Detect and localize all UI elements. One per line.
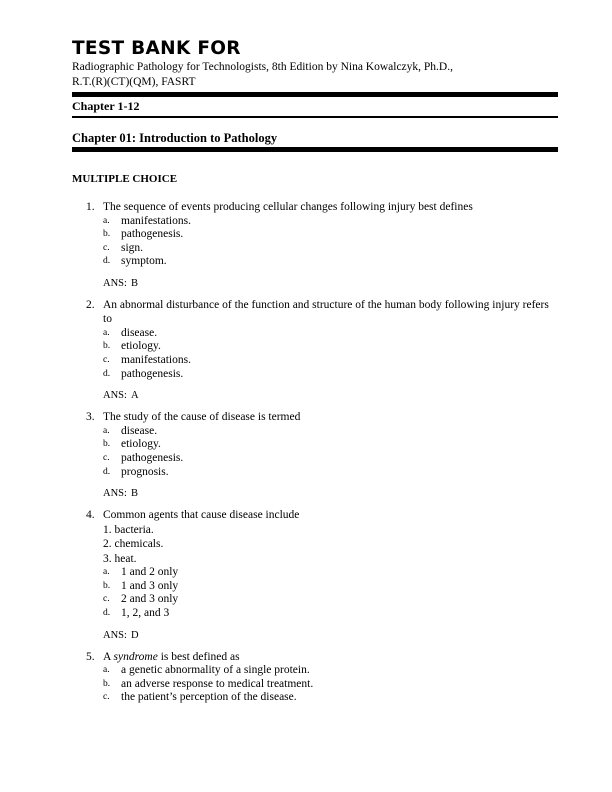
option-b: [103, 678, 558, 692]
divider-heavy: [72, 147, 558, 152]
option-text: symptom.: [121, 255, 167, 268]
option-d: [103, 466, 558, 480]
option-list: [103, 664, 558, 705]
option-b: [103, 228, 558, 242]
option-letter: d.: [103, 466, 111, 477]
question-5: [72, 650, 558, 705]
answer-line: [103, 629, 558, 642]
option-d: [103, 368, 558, 382]
option-list: [103, 327, 558, 381]
option-letter: b.: [103, 678, 111, 689]
option-a: [103, 425, 558, 439]
question-number: 3.: [86, 411, 95, 424]
document-page: [72, 38, 558, 713]
book-title-line-2: R.T.(R)(CT)(QM), FASRT: [72, 76, 196, 88]
question-2: [72, 298, 558, 402]
option-letter: b.: [103, 580, 111, 591]
option-letter: a.: [103, 215, 110, 226]
option-text: etiology.: [121, 340, 161, 353]
option-letter: a.: [103, 327, 110, 338]
question-list: [72, 200, 558, 705]
option-a: [103, 566, 558, 580]
option-text: 1 and 3 only: [121, 579, 179, 592]
option-text: manifestations.: [121, 354, 191, 367]
divider-thick: [72, 92, 558, 97]
answer-line: [103, 389, 558, 402]
answer-line: [103, 277, 558, 290]
option-a: [103, 664, 558, 678]
option-list: [103, 425, 558, 479]
answer-label: ANS:: [103, 277, 127, 289]
option-c: [103, 593, 558, 607]
option-letter: b.: [103, 229, 111, 240]
option-text: the patient’s perception of the disease.: [121, 691, 297, 704]
answer-value: A: [130, 390, 139, 402]
option-letter: a.: [103, 567, 110, 578]
section-label: MULTIPLE CHOICE: [72, 173, 178, 185]
answer-value: D: [130, 629, 139, 641]
option-c: [103, 691, 558, 705]
answer-value: B: [130, 488, 138, 500]
option-text: a genetic abnormality of a single protein.: [121, 664, 310, 676]
option-text: 1 and 2 only: [121, 566, 179, 579]
option-letter: c.: [103, 242, 110, 253]
answer-label: ANS:: [103, 629, 127, 641]
option-b: [103, 340, 558, 354]
answer-label: ANS:: [103, 488, 127, 500]
option-letter: c.: [103, 594, 110, 605]
divider-mid: [72, 116, 558, 118]
option-list: [103, 215, 558, 269]
option-d: [103, 607, 558, 621]
chapter-range: Chapter 1-12: [72, 99, 140, 113]
question-3: [72, 410, 558, 500]
question-4: [72, 508, 558, 641]
option-text: 1, 2, and 3: [121, 606, 170, 619]
option-text: disease.: [121, 424, 158, 437]
option-text: disease.: [121, 326, 158, 339]
option-letter: c.: [103, 692, 110, 703]
statement-3: 3. heat.: [103, 552, 137, 565]
stem-emphasis: syndrome: [113, 650, 158, 663]
option-a: [103, 215, 558, 229]
banner-title: TEST BANK FOR: [72, 38, 241, 59]
stem-pre: A: [103, 650, 114, 663]
question-stem: The sequence of events producing cellular changes following injury best defines: [103, 201, 473, 213]
question-number: 5.: [86, 650, 95, 663]
chapter-title: Chapter 01: Introduction to Pathology: [72, 131, 278, 145]
answer-line: [103, 487, 558, 500]
option-d: [103, 255, 558, 269]
stem-post: is best defined as: [157, 650, 240, 663]
question-stem: An abnormal disturbance of the function and structure of the human body following injury refers to: [103, 298, 549, 326]
answer-value: B: [130, 277, 138, 289]
option-letter: c.: [103, 355, 110, 366]
statement-2: 2. chemicals.: [103, 538, 164, 551]
option-c: [103, 452, 558, 466]
option-text: pathogenesis.: [121, 228, 184, 241]
option-letter: d.: [103, 368, 111, 379]
option-letter: c.: [103, 452, 110, 463]
option-text: 2 and 3 only: [121, 593, 179, 606]
option-text: etiology.: [121, 438, 161, 451]
option-letter: a.: [103, 665, 110, 675]
option-b: [103, 438, 558, 452]
option-letter: b.: [103, 341, 111, 352]
statement-1: 1. bacteria.: [103, 523, 154, 536]
option-text: pathogenesis.: [121, 451, 184, 464]
question-number: 2.: [86, 298, 95, 311]
option-letter: d.: [103, 256, 111, 267]
question-1: [72, 200, 558, 290]
question-number: 1.: [86, 201, 95, 213]
question-stem: Common agents that cause disease include: [103, 509, 300, 522]
option-text: manifestations.: [121, 214, 191, 227]
option-letter: d.: [103, 607, 111, 618]
option-text: prognosis.: [121, 465, 169, 478]
answer-label: ANS:: [103, 390, 127, 402]
option-text: sign.: [121, 241, 144, 254]
option-text: pathogenesis.: [121, 367, 184, 380]
option-text: an adverse response to medical treatment.: [121, 677, 314, 690]
option-list: [103, 566, 558, 620]
question-stem: The study of the cause of disease is termed: [103, 411, 301, 424]
option-c: [103, 242, 558, 256]
book-title-line-1: Radiographic Pathology for Technologists, 8th Edition by Nina Kowalczyk, Ph.D.,: [72, 61, 453, 73]
question-stem: [103, 650, 558, 665]
option-letter: a.: [103, 425, 110, 436]
option-a: [103, 327, 558, 341]
question-number: 4.: [86, 509, 95, 522]
option-b: [103, 580, 558, 594]
option-c: [103, 354, 558, 368]
option-letter: b.: [103, 439, 111, 450]
